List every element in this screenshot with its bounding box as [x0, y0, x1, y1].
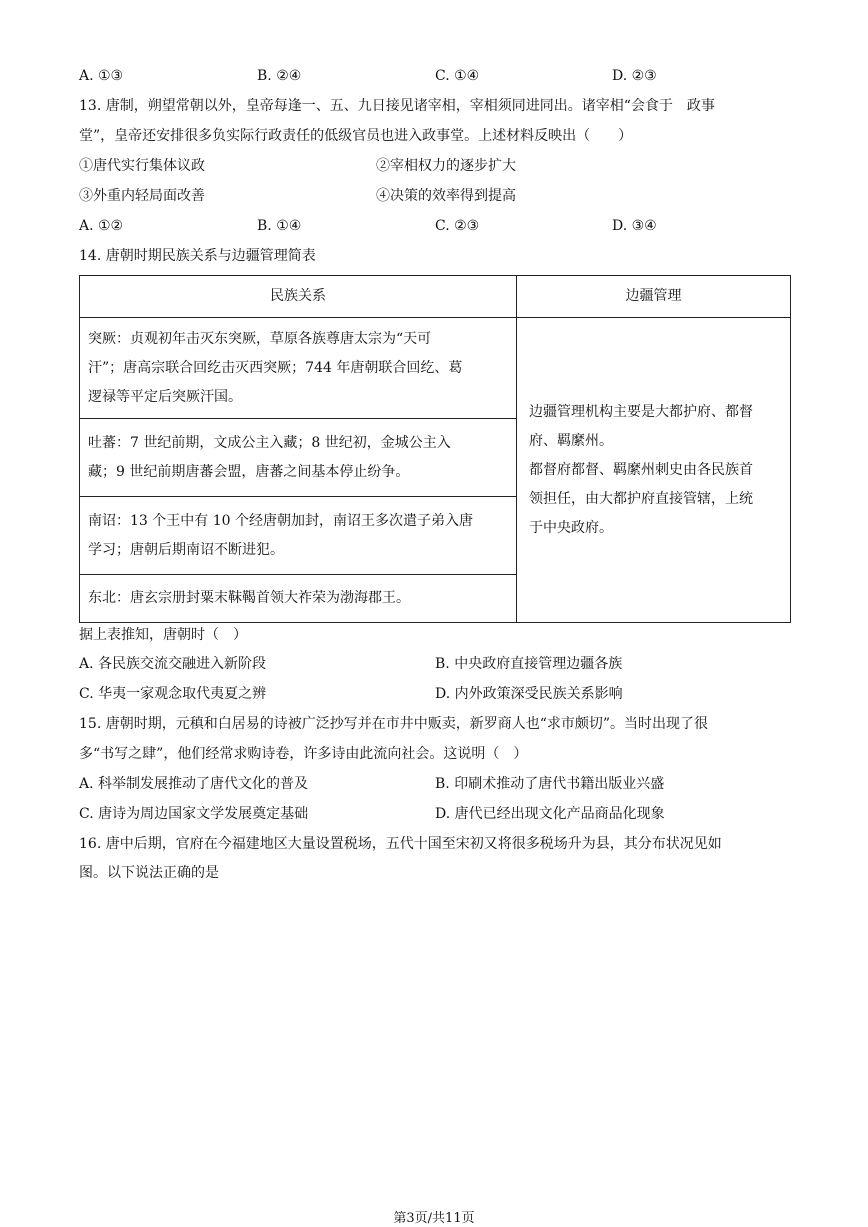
q14-stem: 14. 唐朝时期民族关系与边疆管理简表	[79, 248, 316, 264]
turks-line2: 汗”；唐高宗联合回纥击灭西突厥；744 年唐朝联合回纥、葛	[88, 359, 463, 376]
tubo-line1: 吐蕃：7 世纪前期，文成公主入藏；8 世纪初，金城公主入	[88, 434, 451, 451]
frontier-line4: 领担任，由大都护府直接管辖，上统	[529, 490, 753, 507]
q13-stem-line1: 13. 唐制，朔望常朝以外，皇帝每逢一、五、九日接见诸宰相，宰相须同进同出。诸宰相“会食于 政事	[79, 98, 715, 114]
q12-option-a: A. ①③	[79, 68, 124, 84]
ethnic-frontier-table	[79, 275, 791, 623]
turks-line1: 突厥：贞观初年击灭东突厥，草原各族尊唐太宗为“天可	[88, 330, 432, 347]
page-footer: 第3页/共11页	[393, 1211, 475, 1226]
q14-option-b: B. 中央政府直接管理边疆各族	[435, 656, 623, 672]
q13-option-a: A. ①②	[79, 218, 124, 234]
q14-after: 据上表推知，唐朝时（ ）	[79, 627, 247, 643]
q15-option-b: B. 印刷术推动了唐代书籍出版业兴盛	[435, 776, 665, 792]
q14-option-c: C. 华夷一家观念取代夷夏之辨	[79, 686, 267, 702]
q15-option-c: C. 唐诗为周边国家文学发展奠定基础	[79, 806, 309, 822]
q16-stem-line1: 16. 唐中后期，官府在今福建地区大量设置税场，五代十国至宋初又将很多税场升为县，其分布状况见如	[79, 836, 722, 852]
q13-statement-4: ④决策的效率得到提高	[376, 188, 516, 204]
northeast-line1: 东北：唐玄宗册封粟末靺鞨首领大祚荣为渤海郡王。	[88, 590, 410, 606]
tubo-line2: 藏；9 世纪前期唐蕃会盟，唐蕃之间基本停止纷争。	[88, 463, 410, 480]
table-header-frontier: 边疆管理	[517, 276, 791, 318]
frontier-line3: 都督府都督、羁縻州刺史由各民族首	[529, 461, 753, 478]
q13-statement-2: ②宰相权力的逐步扩大	[376, 158, 516, 174]
frontier-line5: 于中央政府。	[529, 519, 613, 536]
q14-option-a: A. 各民族交流交融进入新阶段	[79, 656, 267, 672]
q12-option-c: C. ①④	[435, 68, 480, 84]
table-cell-frontier	[517, 318, 791, 623]
nanzhao-line1: 南诏：13 个王中有 10 个经唐朝加封，南诏王多次遣子弟入唐	[88, 512, 473, 529]
q14-option-d: D. 内外政策深受民族关系影响	[435, 686, 623, 702]
q13-option-d: D. ③④	[612, 218, 657, 234]
q13-statement-1: ①唐代实行集体议政	[79, 158, 205, 174]
q16-stem-line2: 图。以下说法正确的是	[79, 865, 219, 881]
q13-option-c: C. ②③	[435, 218, 480, 234]
table-cell-nanzhao	[80, 497, 517, 575]
q15-option-a: A. 科举制发展推动了唐代文化的普及	[79, 776, 309, 792]
table-cell-tubo	[80, 419, 517, 497]
q15-stem-line2: 多“书写之肆”，他们经常求购诗卷，许多诗由此流向社会。这说明（ ）	[79, 746, 528, 762]
table-header-ethnic: 民族关系	[80, 276, 517, 318]
frontier-line1: 边疆管理机构主要是大都护府、都督	[529, 403, 753, 420]
table-cell-turks	[80, 318, 517, 419]
q15-option-d: D. 唐代已经出现文化产品商品化现象	[435, 806, 665, 822]
frontier-line2: 府、羁縻州。	[529, 432, 613, 449]
q13-option-b: B. ①④	[257, 218, 302, 234]
q12-option-b: B. ②④	[257, 68, 302, 84]
turks-line3: 逻禄等平定后突厥汗国。	[88, 388, 242, 405]
q15-stem-line1: 15. 唐朝时期，元稹和白居易的诗被广泛抄写并在市井中贩卖，新罗商人也“求市颇切”。当时出现了很	[79, 716, 709, 732]
q12-option-d: D. ②③	[612, 68, 657, 84]
nanzhao-line2: 学习；唐朝后期南诏不断进犯。	[88, 541, 284, 558]
q13-statement-3: ③外重内轻局面改善	[79, 188, 205, 204]
table-cell-northeast	[80, 575, 517, 623]
q13-stem-line2: 堂”，皇帝还安排很多负实际行政责任的低级官员也进入政事堂。上述材料反映出（ ）	[79, 128, 633, 144]
